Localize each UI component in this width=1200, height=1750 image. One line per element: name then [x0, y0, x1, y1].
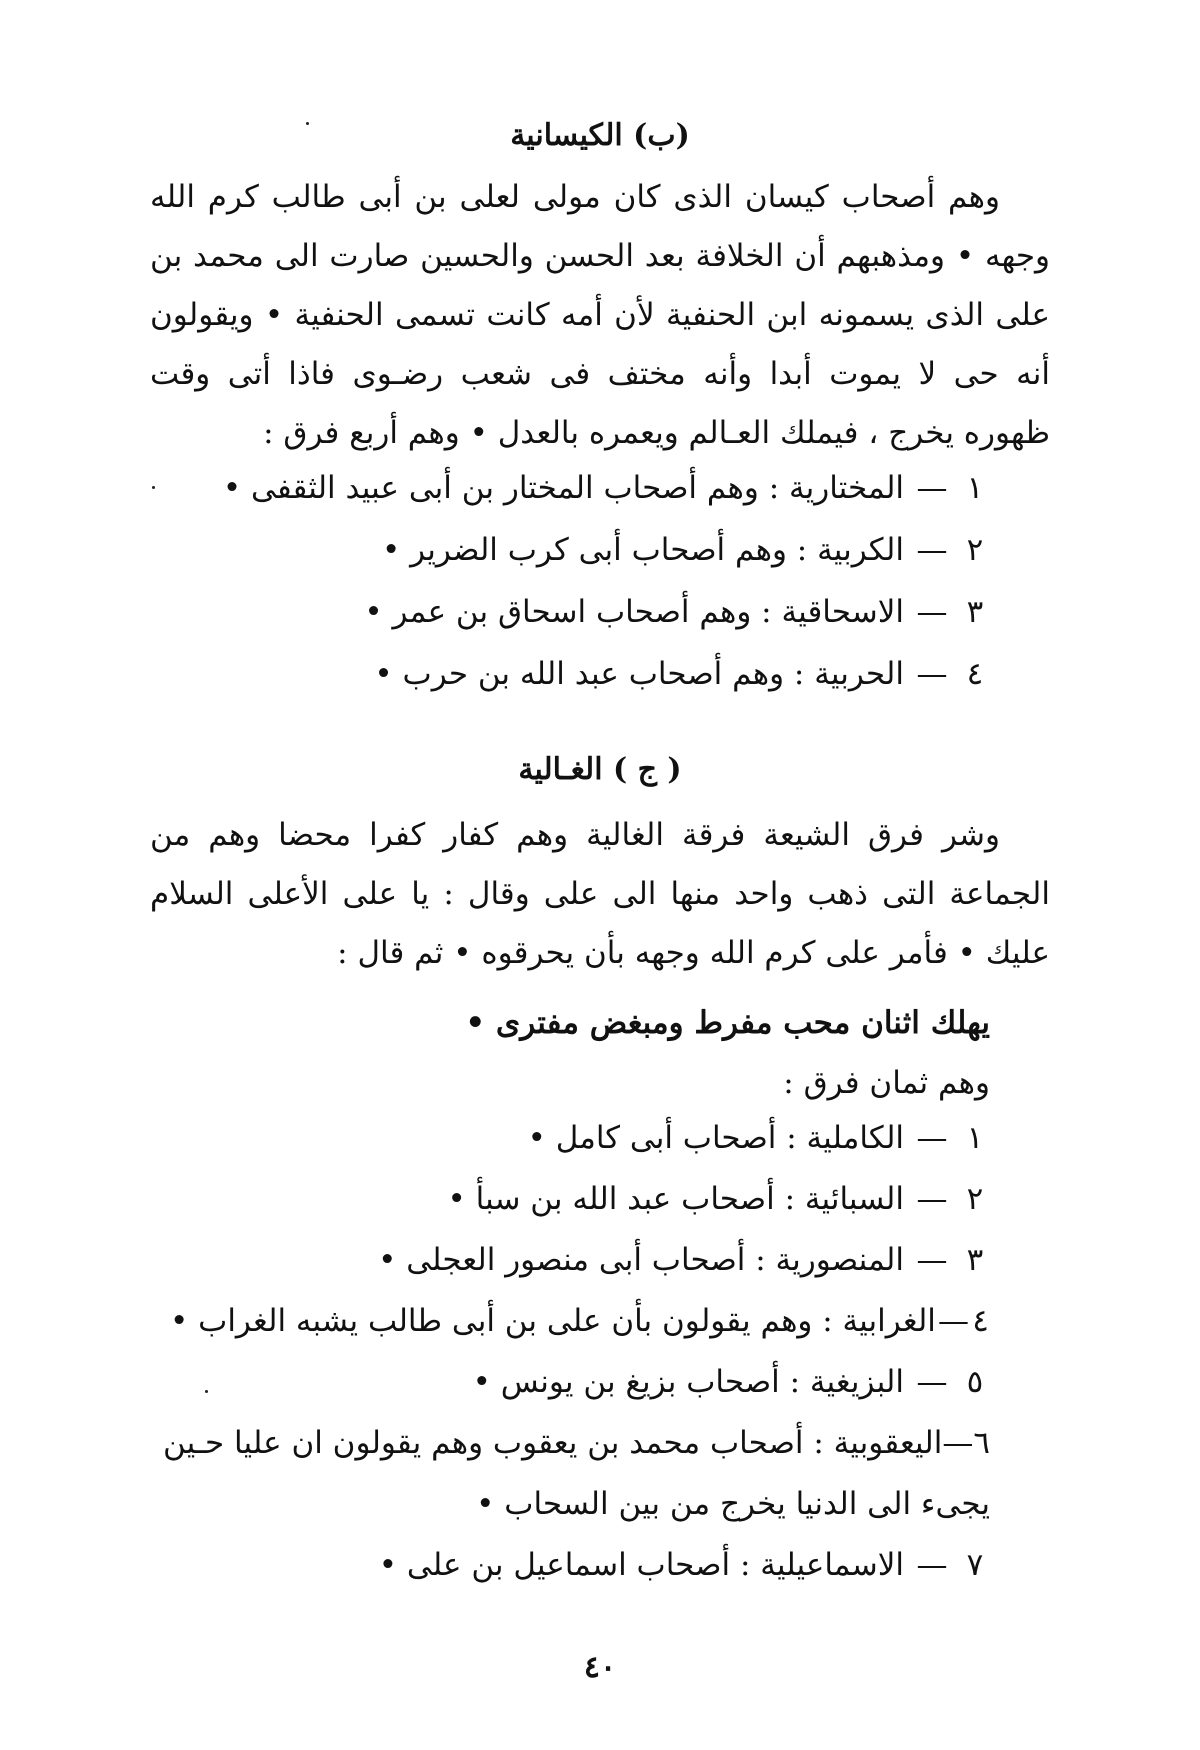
list-item — [162, 1425, 990, 1486]
list-item — [170, 532, 990, 594]
item-text: السبائية : أصحاب عبد الله بن سبأ • — [447, 1181, 904, 1217]
section-heading-ghaliya: ( ج ) الغـالية — [518, 752, 682, 787]
item-text: البزيغية : أصحاب بزيغ بن يونس • — [472, 1364, 904, 1400]
item-number: ٥ — [966, 1364, 984, 1400]
item-text: المختارية : وهم أصحاب المختار بن أبى عبيد الثقفى • — [222, 470, 904, 506]
item-dash: — — [916, 1120, 948, 1156]
item-dash: — — [938, 1303, 969, 1339]
item-dash: — — [916, 1547, 948, 1583]
print-speck — [152, 486, 155, 489]
item-dash: — — [916, 1364, 948, 1400]
item-text: الاسحاقية : وهم أصحاب اسحاق بن عمر • — [364, 594, 904, 630]
item-text: الكاملية : أصحاب أبى كامل • — [527, 1120, 904, 1156]
list-item — [170, 1364, 990, 1425]
item-number: ٤ — [966, 656, 984, 692]
item-text: الكربية : وهم أصحاب أبى كرب الضرير • — [381, 532, 904, 568]
item-dash: — — [942, 1425, 974, 1461]
item-text: الاسماعيلية : أصحاب اسماعيل بن على • — [378, 1547, 904, 1583]
item-number: ٦ — [973, 1425, 990, 1461]
list-item — [170, 1181, 990, 1242]
list-item — [170, 594, 990, 656]
item-number: ١ — [966, 1120, 984, 1156]
section-heading-kaysaniyya: (ب) الكيسانية — [510, 118, 690, 153]
list-item — [170, 1303, 990, 1364]
item-text: الغرابية : وهم يقولون بأن على بن أبى طالب يشبه الغراب • — [170, 1303, 936, 1339]
item-number: ٤ — [972, 1303, 989, 1339]
sect-list-kaysaniyya — [170, 470, 990, 718]
list-item — [170, 656, 990, 718]
item-dash: — — [916, 1181, 948, 1217]
item-text: المنصورية : أصحاب أبى منصور العجلى • — [378, 1242, 904, 1278]
list-item — [170, 1120, 990, 1181]
item-number: ٢ — [966, 1181, 984, 1217]
sect-list-ghaliya — [162, 1120, 990, 1608]
item-dash: — — [916, 594, 948, 630]
item-dash: — — [916, 532, 948, 568]
list-item — [170, 470, 990, 532]
item-number: ٢ — [966, 532, 984, 568]
item-number: ٧ — [966, 1547, 984, 1583]
page-number: ٤٠ — [583, 1650, 617, 1685]
item-text: الحربية : وهم أصحاب عبد الله بن حرب • — [374, 656, 904, 692]
item-number: ٣ — [966, 594, 984, 630]
item-number: ٣ — [966, 1242, 984, 1278]
sects-intro: وهم ثمان فرق : — [783, 1065, 990, 1101]
list-item-continuation — [170, 1486, 990, 1547]
item-dash: — — [916, 656, 948, 692]
list-item — [170, 1242, 990, 1303]
item-text: يجىء الى الدنيا يخرج من بين السحاب • — [476, 1486, 990, 1522]
item-dash: — — [916, 1242, 948, 1278]
item-number: ١ — [966, 470, 984, 506]
section-paragraph-kaysaniyya: وهم أصحاب كيسان الذى كان مولى لعلى بن أبى طالب كرم الله وجهه • ومذهبهم أن الخلافة بعد الحسن والحسين صارت الى محمد بن على الذى يسمونه ابن الحنفية لأن أمه كانت تسمى الحنفية • ويقولون أنه حى لا يموت أبدا وأنه مختف فى شعب رضـوى فاذا أتى وقت ظهوره يخرج ، فيملك العـالم ويعمره بالعدل • وهم أربع فرق : — [150, 179, 1050, 451]
item-text: اليعقوبية : أصحاب محمد بن يعقوب وهم يقولون ان عليا حـين — [162, 1425, 943, 1461]
section-paragraph-ghaliya: وشر فرق الشيعة فرقة الغالية وهم كفار كفرا محضا وهم من الجماعة التى ذهب واحد منها الى على وقال : يا على الأعلى السلام عليك • فأمر على كرم الله وجهه بأن يحرقوه • ثم قال : — [150, 817, 1050, 971]
item-dash: — — [916, 470, 948, 506]
quote-line: يهلك اثنان محب مفرط ومبغض مفترى • — [465, 1005, 990, 1041]
list-item — [170, 1547, 990, 1608]
